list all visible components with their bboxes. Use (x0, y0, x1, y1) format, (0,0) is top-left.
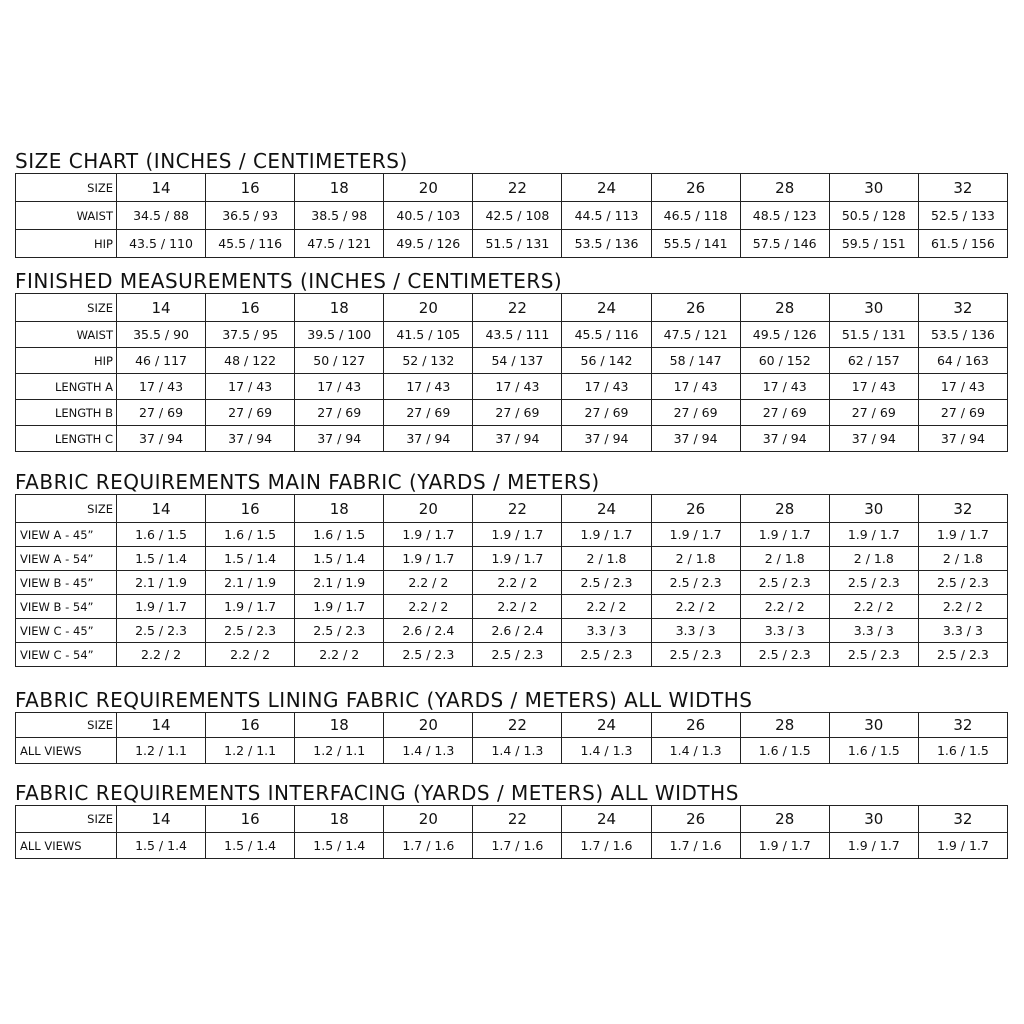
table-cell: 2.5 / 2.3 (829, 571, 918, 595)
table-cell: 37 / 94 (651, 426, 740, 452)
table-cell: 64 / 163 (918, 348, 1007, 374)
table-cell: 45.5 / 116 (206, 230, 295, 258)
table-cell: 1.9 / 1.7 (117, 595, 206, 619)
table-cell: 3.3 / 3 (740, 619, 829, 643)
size-header-cell: 22 (473, 174, 562, 202)
table-cell: 17 / 43 (384, 374, 473, 400)
table-row (16, 230, 1008, 258)
table-cell: 2.2 / 2 (473, 571, 562, 595)
table-cell: 61.5 / 156 (918, 230, 1007, 258)
table-row (16, 595, 1008, 619)
table-row (16, 523, 1008, 547)
table-cell: 1.5 / 1.4 (295, 833, 384, 859)
table-cell: 1.6 / 1.5 (117, 523, 206, 547)
table-cell: 2.5 / 2.3 (295, 619, 384, 643)
size-header-cell: 30 (829, 806, 918, 833)
row-label: VIEW B - 45” (16, 571, 117, 595)
table-cell: 17 / 43 (562, 374, 651, 400)
size-header-cell: 18 (295, 294, 384, 322)
row-label: VIEW B - 54” (16, 595, 117, 619)
table-cell: 47.5 / 121 (295, 230, 384, 258)
section-title: FINISHED MEASUREMENTS (INCHES / CENTIMETERS) (15, 269, 563, 293)
size-header-cell: 30 (829, 713, 918, 738)
table-cell: 52 / 132 (384, 348, 473, 374)
table-cell: 60 / 152 (740, 348, 829, 374)
table-cell: 39.5 / 100 (295, 322, 384, 348)
size-header-cell: 18 (295, 174, 384, 202)
table-cell: 27 / 69 (918, 400, 1007, 426)
table-cell: 2.5 / 2.3 (562, 643, 651, 667)
table-cell: 50.5 / 128 (829, 202, 918, 230)
table-cell: 2.5 / 2.3 (473, 643, 562, 667)
size-header-cell: 14 (117, 294, 206, 322)
table-cell: 2.2 / 2 (829, 595, 918, 619)
table-cell: 3.3 / 3 (651, 619, 740, 643)
size-header-cell: 18 (295, 495, 384, 523)
table-cell: 17 / 43 (473, 374, 562, 400)
table-cell: 44.5 / 113 (562, 202, 651, 230)
table-cell: 2 / 1.8 (918, 547, 1007, 571)
size-header-cell: 26 (651, 713, 740, 738)
table-cell: 59.5 / 151 (829, 230, 918, 258)
table-row (16, 400, 1008, 426)
table-cell: 1.9 / 1.7 (918, 833, 1007, 859)
size-header-row (16, 806, 1008, 833)
table-cell: 17 / 43 (206, 374, 295, 400)
size-header-cell: 30 (829, 495, 918, 523)
row-label: VIEW A - 45” (16, 523, 117, 547)
size-header-cell: 16 (206, 806, 295, 833)
table-cell: 36.5 / 93 (206, 202, 295, 230)
table-cell: 49.5 / 126 (384, 230, 473, 258)
size-label: SIZE (16, 294, 117, 322)
size-header-cell: 14 (117, 495, 206, 523)
size-header-cell: 16 (206, 174, 295, 202)
table-row (16, 619, 1008, 643)
table-cell: 2.2 / 2 (117, 643, 206, 667)
finished-measurements-section (15, 270, 1008, 452)
table-cell: 37 / 94 (918, 426, 1007, 452)
row-label: VIEW A - 54” (16, 547, 117, 571)
size-header-cell: 30 (829, 174, 918, 202)
table-cell: 1.4 / 1.3 (562, 738, 651, 764)
size-header-cell: 20 (384, 294, 473, 322)
size-header-cell: 22 (473, 495, 562, 523)
table-cell: 2.1 / 1.9 (206, 571, 295, 595)
table-cell: 2.5 / 2.3 (562, 571, 651, 595)
table-cell: 1.6 / 1.5 (295, 523, 384, 547)
table-cell: 27 / 69 (206, 400, 295, 426)
table-cell: 1.5 / 1.4 (206, 547, 295, 571)
table-cell: 1.4 / 1.3 (651, 738, 740, 764)
size-chart-section (15, 150, 1008, 258)
table-cell: 37 / 94 (562, 426, 651, 452)
table-cell: 27 / 69 (295, 400, 384, 426)
table-cell: 1.6 / 1.5 (740, 738, 829, 764)
table-cell: 1.9 / 1.7 (829, 523, 918, 547)
table-cell: 1.7 / 1.6 (651, 833, 740, 859)
table-cell: 2.5 / 2.3 (117, 619, 206, 643)
table-cell: 51.5 / 131 (829, 322, 918, 348)
table-cell: 40.5 / 103 (384, 202, 473, 230)
table-cell: 55.5 / 141 (651, 230, 740, 258)
table-cell: 1.7 / 1.6 (562, 833, 651, 859)
table-cell: 2.2 / 2 (651, 595, 740, 619)
size-header-cell: 16 (206, 713, 295, 738)
table-cell: 58 / 147 (651, 348, 740, 374)
table-cell: 46 / 117 (117, 348, 206, 374)
row-label: ALL VIEWS (16, 833, 117, 859)
table-cell: 2.2 / 2 (206, 643, 295, 667)
table-cell: 2.5 / 2.3 (740, 643, 829, 667)
table-row (16, 348, 1008, 374)
table-cell: 3.3 / 3 (918, 619, 1007, 643)
table-cell: 1.9 / 1.7 (384, 523, 473, 547)
table-cell: 2 / 1.8 (740, 547, 829, 571)
table-cell: 1.9 / 1.7 (473, 523, 562, 547)
size-header-cell: 32 (918, 806, 1007, 833)
size-header-cell: 16 (206, 495, 295, 523)
section-title: FABRIC REQUIREMENTS MAIN FABRIC (YARDS / METERS) (15, 470, 600, 494)
row-label: VIEW C - 54” (16, 643, 117, 667)
table-cell: 38.5 / 98 (295, 202, 384, 230)
table-cell: 27 / 69 (740, 400, 829, 426)
table-cell: 27 / 69 (473, 400, 562, 426)
table-row (16, 202, 1008, 230)
row-label: VIEW C - 45” (16, 619, 117, 643)
table-cell: 51.5 / 131 (473, 230, 562, 258)
table-cell: 37.5 / 95 (206, 322, 295, 348)
table-cell: 1.6 / 1.5 (918, 738, 1007, 764)
size-header-cell: 14 (117, 174, 206, 202)
table-cell: 2.5 / 2.3 (651, 571, 740, 595)
size-header-cell: 24 (562, 806, 651, 833)
table-cell: 1.9 / 1.7 (384, 547, 473, 571)
size-label: SIZE (16, 495, 117, 523)
main-fabric-section (15, 471, 1008, 667)
table-cell: 43.5 / 111 (473, 322, 562, 348)
row-label: HIP (16, 348, 117, 374)
row-label: ALL VIEWS (16, 738, 117, 764)
table-cell: 3.3 / 3 (829, 619, 918, 643)
table-cell: 2.2 / 2 (384, 571, 473, 595)
table-cell: 2.5 / 2.3 (206, 619, 295, 643)
row-label: WAIST (16, 202, 117, 230)
table-cell: 1.9 / 1.7 (740, 523, 829, 547)
table-cell: 46.5 / 118 (651, 202, 740, 230)
size-header-cell: 20 (384, 713, 473, 738)
table-cell: 1.9 / 1.7 (829, 833, 918, 859)
size-header-row (16, 174, 1008, 202)
table-cell: 1.9 / 1.7 (206, 595, 295, 619)
table-cell: 2.1 / 1.9 (117, 571, 206, 595)
size-header-row (16, 294, 1008, 322)
table-cell: 1.6 / 1.5 (829, 738, 918, 764)
row-label: LENGTH B (16, 400, 117, 426)
size-header-cell: 28 (740, 174, 829, 202)
table-cell: 1.9 / 1.7 (740, 833, 829, 859)
table-cell: 42.5 / 108 (473, 202, 562, 230)
size-header-cell: 24 (562, 294, 651, 322)
size-header-cell: 18 (295, 806, 384, 833)
table-cell: 1.5 / 1.4 (206, 833, 295, 859)
table-cell: 37 / 94 (117, 426, 206, 452)
table-cell: 2.1 / 1.9 (295, 571, 384, 595)
size-header-row (16, 713, 1008, 738)
table-cell: 2.2 / 2 (295, 643, 384, 667)
table-cell: 37 / 94 (206, 426, 295, 452)
table-cell: 27 / 69 (117, 400, 206, 426)
table-cell: 48 / 122 (206, 348, 295, 374)
table-cell: 56 / 142 (562, 348, 651, 374)
size-header-cell: 20 (384, 174, 473, 202)
section-title: FABRIC REQUIREMENTS LINING FABRIC (YARDS / METERS) ALL WIDTHS (15, 688, 753, 712)
table-cell: 1.9 / 1.7 (651, 523, 740, 547)
table-cell: 1.9 / 1.7 (562, 523, 651, 547)
size-header-cell: 24 (562, 495, 651, 523)
table-cell: 1.5 / 1.4 (117, 833, 206, 859)
size-header-cell: 32 (918, 713, 1007, 738)
table-cell: 2.5 / 2.3 (651, 643, 740, 667)
table-cell: 57.5 / 146 (740, 230, 829, 258)
table-cell: 54 / 137 (473, 348, 562, 374)
table-cell: 3.3 / 3 (562, 619, 651, 643)
table-cell: 2.5 / 2.3 (918, 643, 1007, 667)
size-header-cell: 28 (740, 806, 829, 833)
lining-fabric-section (15, 689, 1008, 764)
size-header-cell: 14 (117, 806, 206, 833)
size-header-cell: 26 (651, 174, 740, 202)
table-cell: 17 / 43 (918, 374, 1007, 400)
size-header-cell: 22 (473, 294, 562, 322)
size-header-cell: 30 (829, 294, 918, 322)
table-cell: 41.5 / 105 (384, 322, 473, 348)
table-cell: 17 / 43 (117, 374, 206, 400)
main-fabric-table (15, 494, 1008, 667)
table-cell: 35.5 / 90 (117, 322, 206, 348)
size-chart-table (15, 173, 1008, 258)
table-cell: 53.5 / 136 (562, 230, 651, 258)
table-cell: 48.5 / 123 (740, 202, 829, 230)
table-cell: 43.5 / 110 (117, 230, 206, 258)
size-header-cell: 32 (918, 495, 1007, 523)
table-cell: 37 / 94 (384, 426, 473, 452)
size-header-cell: 26 (651, 294, 740, 322)
row-label: WAIST (16, 322, 117, 348)
table-cell: 1.7 / 1.6 (384, 833, 473, 859)
table-cell: 2 / 1.8 (829, 547, 918, 571)
table-cell: 17 / 43 (651, 374, 740, 400)
table-cell: 2.5 / 2.3 (740, 571, 829, 595)
table-cell: 17 / 43 (295, 374, 384, 400)
size-header-cell: 22 (473, 713, 562, 738)
table-cell: 1.7 / 1.6 (473, 833, 562, 859)
table-cell: 2.2 / 2 (384, 595, 473, 619)
size-label: SIZE (16, 713, 117, 738)
size-label: SIZE (16, 806, 117, 833)
table-cell: 1.5 / 1.4 (295, 547, 384, 571)
table-cell: 37 / 94 (740, 426, 829, 452)
table-cell: 2 / 1.8 (651, 547, 740, 571)
table-cell: 1.9 / 1.7 (295, 595, 384, 619)
size-header-cell: 32 (918, 174, 1007, 202)
table-cell: 37 / 94 (473, 426, 562, 452)
table-cell: 47.5 / 121 (651, 322, 740, 348)
table-cell: 1.2 / 1.1 (295, 738, 384, 764)
table-cell: 37 / 94 (829, 426, 918, 452)
section-title: FABRIC REQUIREMENTS INTERFACING (YARDS / METERS) ALL WIDTHS (15, 781, 739, 805)
row-label: LENGTH C (16, 426, 117, 452)
table-cell: 27 / 69 (384, 400, 473, 426)
table-cell: 2.5 / 2.3 (918, 571, 1007, 595)
table-cell: 53.5 / 136 (918, 322, 1007, 348)
row-label: HIP (16, 230, 117, 258)
table-cell: 2.5 / 2.3 (829, 643, 918, 667)
size-header-cell: 20 (384, 495, 473, 523)
row-label: LENGTH A (16, 374, 117, 400)
lining-fabric-table (15, 712, 1008, 764)
table-row (16, 426, 1008, 452)
table-cell: 50 / 127 (295, 348, 384, 374)
table-row (16, 547, 1008, 571)
size-header-cell: 28 (740, 495, 829, 523)
table-row (16, 738, 1008, 764)
table-row (16, 833, 1008, 859)
table-cell: 2.6 / 2.4 (384, 619, 473, 643)
table-cell: 17 / 43 (740, 374, 829, 400)
size-header-cell: 20 (384, 806, 473, 833)
size-header-cell: 32 (918, 294, 1007, 322)
table-cell: 2 / 1.8 (562, 547, 651, 571)
size-label: SIZE (16, 174, 117, 202)
table-cell: 62 / 157 (829, 348, 918, 374)
table-cell: 27 / 69 (829, 400, 918, 426)
table-cell: 2.2 / 2 (740, 595, 829, 619)
finished-measurements-table (15, 293, 1008, 452)
size-header-cell: 28 (740, 713, 829, 738)
size-header-cell: 24 (562, 713, 651, 738)
interfacing-section (15, 782, 1008, 859)
table-cell: 37 / 94 (295, 426, 384, 452)
table-row (16, 322, 1008, 348)
table-row (16, 374, 1008, 400)
size-header-cell: 16 (206, 294, 295, 322)
table-cell: 1.2 / 1.1 (206, 738, 295, 764)
table-cell: 17 / 43 (829, 374, 918, 400)
table-cell: 27 / 69 (651, 400, 740, 426)
size-header-cell: 22 (473, 806, 562, 833)
table-cell: 27 / 69 (562, 400, 651, 426)
table-cell: 1.4 / 1.3 (384, 738, 473, 764)
table-cell: 1.9 / 1.7 (473, 547, 562, 571)
table-cell: 1.6 / 1.5 (206, 523, 295, 547)
size-header-cell: 18 (295, 713, 384, 738)
section-title: SIZE CHART (INCHES / CENTIMETERS) (15, 149, 408, 173)
table-cell: 2.6 / 2.4 (473, 619, 562, 643)
size-header-row (16, 495, 1008, 523)
table-cell: 1.9 / 1.7 (918, 523, 1007, 547)
size-header-cell: 26 (651, 806, 740, 833)
table-cell: 2.5 / 2.3 (384, 643, 473, 667)
table-cell: 2.2 / 2 (473, 595, 562, 619)
table-cell: 1.5 / 1.4 (117, 547, 206, 571)
table-row (16, 643, 1008, 667)
table-row (16, 571, 1008, 595)
table-cell: 45.5 / 116 (562, 322, 651, 348)
size-header-cell: 26 (651, 495, 740, 523)
size-header-cell: 28 (740, 294, 829, 322)
table-cell: 34.5 / 88 (117, 202, 206, 230)
interfacing-table (15, 805, 1008, 859)
table-cell: 1.2 / 1.1 (117, 738, 206, 764)
size-header-cell: 14 (117, 713, 206, 738)
table-cell: 52.5 / 133 (918, 202, 1007, 230)
table-cell: 49.5 / 126 (740, 322, 829, 348)
size-header-cell: 24 (562, 174, 651, 202)
table-cell: 2.2 / 2 (918, 595, 1007, 619)
table-cell: 2.2 / 2 (562, 595, 651, 619)
table-cell: 1.4 / 1.3 (473, 738, 562, 764)
